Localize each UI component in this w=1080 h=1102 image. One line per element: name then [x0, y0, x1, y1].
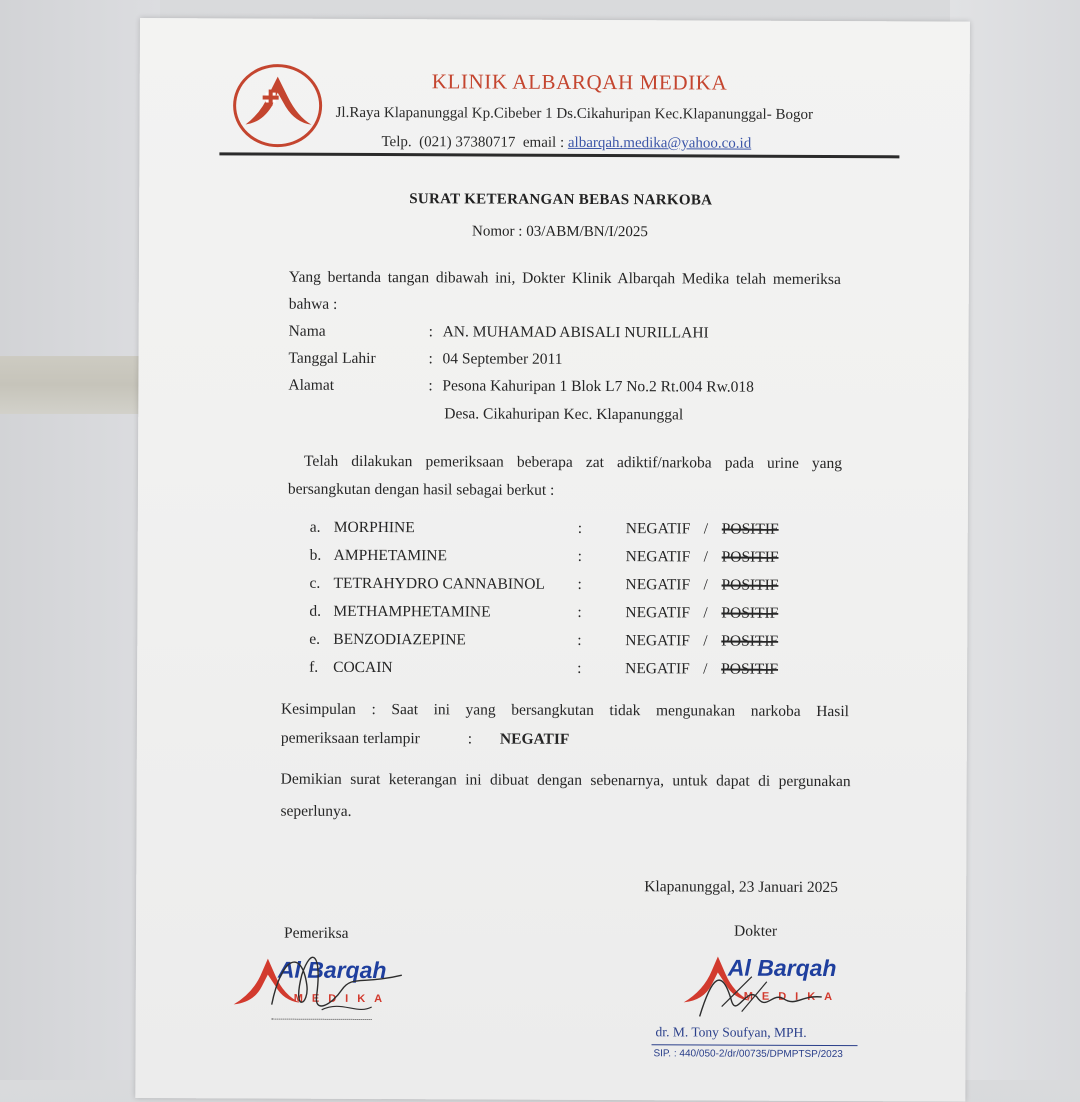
result-letter: d.	[309, 602, 322, 620]
result-substance: TETRAHYDRO CANNABINOL	[333, 574, 545, 593]
result-letter: f.	[309, 658, 319, 676]
result-negative: NEGATIF	[625, 576, 691, 594]
result-positive-struck: POSITIF	[721, 604, 779, 622]
exam-intro-line-2: bersangkutan dengan hasil sebagai berkut :	[287, 480, 555, 499]
result-positive-struck: POSITIF	[721, 520, 779, 538]
clinic-contact	[381, 134, 751, 153]
examiner-stamp	[232, 948, 412, 1019]
letterhead-divider	[219, 152, 899, 158]
document-number: Nomor : 03/ABM/BN/I/2025	[472, 223, 648, 241]
dob-label: Tanggal Lahir	[288, 349, 376, 368]
conclusion-line-1: Kesimpulan : Saat ini yang bersangkutan tidak mengunakan narkoba Hasil	[280, 700, 850, 721]
clinic-address: Jl.Raya Klapanunggal Kp.Cibeber 1 Ds.Cikahuripan Kec.Klapanunggal- Bogor	[335, 104, 814, 123]
letter-paper	[135, 18, 970, 1102]
result-substance: AMPHETAMINE	[333, 546, 447, 565]
closing-line-1: Demikian surat keterangan ini dibuat dengan sebenarnya, untuk dapat di pergunakan	[280, 770, 851, 791]
result-positive-struck: POSITIF	[721, 548, 779, 566]
conclusion-result: NEGATIF	[499, 730, 570, 748]
result-colon: :	[577, 547, 583, 565]
result-slash: /	[703, 660, 708, 678]
result-colon: :	[577, 603, 582, 621]
address-label: Alamat	[288, 376, 335, 394]
result-negative: NEGATIF	[625, 520, 691, 538]
doctor-label: Dokter	[733, 922, 778, 940]
intro-line-1: Yang bertanda tangan dibawah ini, Dokter Klinik Albarqah Medika telah memeriksa	[288, 268, 841, 289]
doctor-sip: SIP. : 440/050-2/dr/00735/DPMPTSP/2023	[653, 1048, 843, 1061]
result-negative: NEGATIF	[625, 632, 690, 650]
result-negative: NEGATIF	[625, 548, 691, 566]
patient-address-line-2: Desa. Cikahuripan Kec. Klapanunggal	[444, 405, 684, 424]
patient-name: AN. MUHAMAD ABISALI NURILLAHI	[442, 323, 709, 342]
result-letter: b.	[309, 546, 322, 564]
result-negative: NEGATIF	[625, 660, 690, 678]
doctor-name-underline	[652, 1044, 858, 1046]
exam-intro-line-1: Telah dilakukan pemeriksaan beberapa zat adiktif/narkoba pada urine yang	[304, 452, 843, 473]
phone-number: (021) 37380717	[419, 134, 516, 151]
patient-address-line-1: Pesona Kahuripan 1 Blok L7 No.2 Rt.004 Rw.018	[442, 377, 754, 396]
conclusion-line-2	[281, 730, 570, 749]
result-substance: COCAIN	[333, 658, 393, 677]
conclusion-colon: :	[467, 730, 473, 748]
result-slash: /	[703, 520, 709, 538]
result-colon: :	[577, 631, 582, 649]
place-date: Klapanunggal, 23 Januari 2025	[644, 878, 838, 897]
doctor-name: dr. M. Tony Soufyan, MPH.	[655, 1024, 807, 1040]
result-letter: a.	[309, 518, 321, 536]
result-substance: BENZODIAZEPINE	[333, 630, 466, 649]
result-positive-struck: POSITIF	[721, 660, 779, 678]
result-slash: /	[703, 576, 708, 594]
result-substance: MORPHINE	[333, 518, 415, 537]
doctor-signature-icon	[692, 956, 842, 1027]
name-label: Nama	[288, 322, 326, 340]
patient-dob: 04 September 2011	[442, 350, 563, 368]
document-title: SURAT KETERANGAN BEBAS NARKOBA	[409, 191, 713, 209]
result-slash: /	[703, 632, 708, 650]
clinic-name: KLINIK ALBARQAH MEDIKA	[431, 69, 728, 95]
result-slash: /	[703, 604, 708, 622]
result-colon: :	[577, 575, 582, 593]
closing-line-2: seperlunya.	[280, 802, 352, 820]
doctor-stamp	[682, 946, 862, 1017]
email-link[interactable]: albarqah.medika@yahoo.co.id	[567, 134, 752, 152]
result-colon: :	[577, 519, 583, 537]
result-colon: :	[577, 659, 582, 677]
result-substance: METHAMPHETAMINE	[333, 602, 491, 621]
address-colon: :	[428, 377, 433, 395]
examiner-label: Pemeriksa	[283, 924, 349, 942]
result-slash: /	[703, 548, 709, 566]
name-colon: :	[428, 323, 433, 341]
doctor-stamp-text: Al Barqah	[727, 954, 837, 982]
result-letter: e.	[309, 630, 321, 648]
doctor-stamp-sub: MEDIKA	[743, 990, 842, 1004]
result-letter: c.	[309, 574, 321, 592]
result-negative: NEGATIF	[625, 604, 691, 622]
examiner-stamp-sub: MEDIKA	[293, 992, 392, 1006]
conclusion-prefix: pemeriksaan terlampir	[280, 729, 420, 748]
phone-label: Telp.	[381, 134, 412, 151]
email-label: email :	[522, 134, 565, 151]
dob-colon: :	[428, 350, 433, 368]
result-positive-struck: POSITIF	[721, 632, 779, 650]
clinic-logo-icon	[231, 62, 323, 148]
intro-line-2: bahwa :	[288, 295, 338, 313]
backdrop-surface-right	[950, 0, 1080, 1080]
result-positive-struck: POSITIF	[721, 576, 779, 594]
examiner-stamp-text: Al Barqah	[277, 956, 387, 984]
examiner-signature-icon	[262, 945, 412, 1026]
